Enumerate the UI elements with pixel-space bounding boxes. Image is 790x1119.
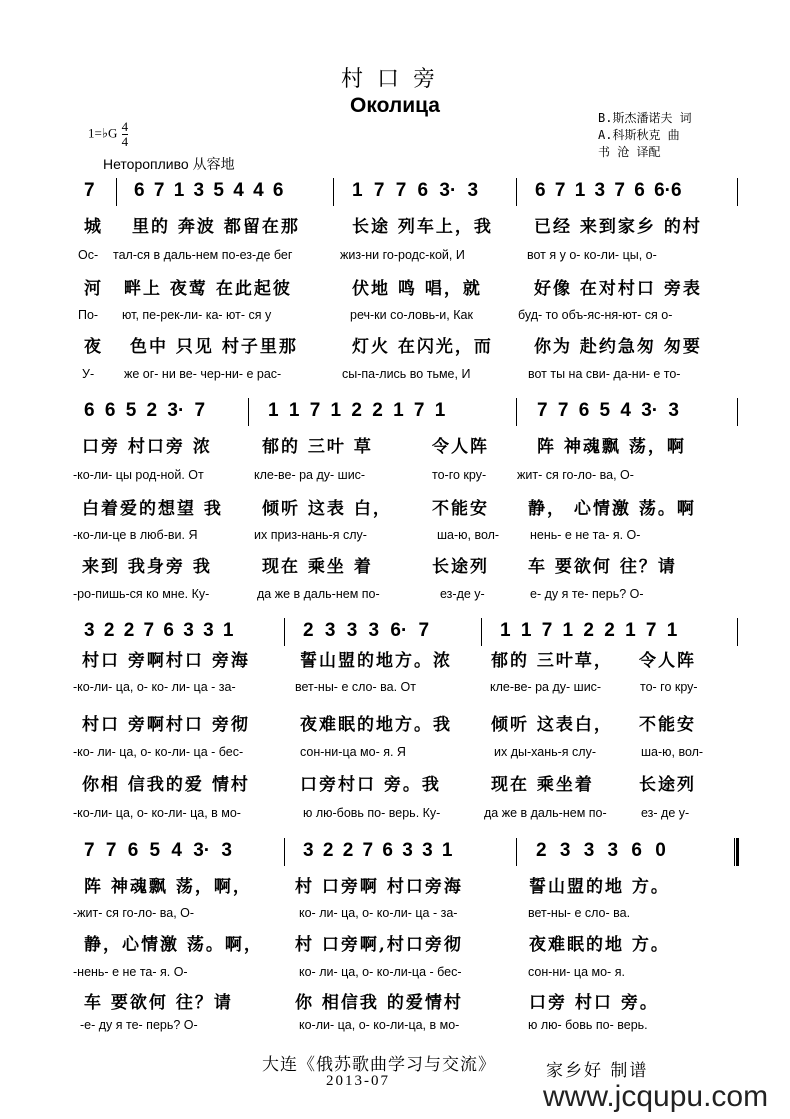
lyric-segment: 长途 列车上，我 — [352, 217, 493, 237]
barline — [284, 618, 285, 646]
lyric-segment: вот ты на сви- да-ни- е то- — [528, 367, 681, 381]
lyric-segment: 长途列 — [639, 775, 696, 795]
lyric-segment: 来到 我身旁 我 — [82, 557, 212, 577]
lyric-segment: 口旁 村口旁 浓 — [82, 437, 212, 457]
lyric-segment: 夜难眠的地 方。 — [529, 935, 670, 955]
lyric-segment: да же в даль-нем по- — [257, 587, 380, 601]
lyric-segment: 倾听 这表白， — [491, 715, 613, 735]
barline — [333, 178, 334, 206]
time-signature — [122, 120, 129, 149]
lyric-segment: 夜 — [84, 337, 103, 357]
lyric-segment: кле-ве- ра ду- шис- — [254, 468, 366, 482]
lyric-segment: нень- е не та- я. О- — [530, 528, 641, 542]
lyric-segment: 白着爱的想望 我 — [82, 499, 223, 519]
lyric-segment: 你为 赴约急匆 匆要 — [534, 337, 702, 357]
lyric-segment: 静， 心情激 荡。啊 — [528, 499, 696, 519]
lyric-segment: По- — [78, 308, 99, 322]
measure-11: 3 2 2 7 6 3 3 1 — [303, 840, 453, 861]
lyric-segment: то- го кру- — [640, 680, 698, 694]
lyric-segment: -ро-пишь-ся ко мне. Ку- — [73, 587, 210, 601]
lyric-segment: 色中 只见 村子里那 — [130, 337, 298, 357]
lyric-segment: е- ду я те- перь? О- — [530, 587, 644, 601]
lyric-segment: ко- ли- ца, о- ко-ли-ца - бес- — [299, 965, 462, 979]
lyric-segment: 不能安 — [639, 715, 696, 735]
barline — [284, 838, 285, 866]
footer-maker: 家乡好 制谱 — [546, 1061, 649, 1081]
lyric-segment: 河 — [84, 279, 103, 299]
lyric-segment: -ко- ли- ца, о- ко-ли- ца - бес- — [73, 745, 244, 759]
lyric-segment: 口旁 村口 旁。 — [529, 993, 659, 1013]
lyric-segment: 伏地 鸣 唱，就 — [352, 279, 482, 299]
note-row — [0, 838, 790, 872]
lyric-segment: 阵 神魂飘 荡，啊 — [537, 437, 686, 457]
lyric-segment: 现在 乘坐着 — [491, 775, 594, 795]
flat-icon: ♭ — [101, 125, 108, 141]
lyric-segment: 令人阵 — [432, 437, 489, 457]
lyric-segment: 车 要欲何 往？请 — [84, 993, 233, 1013]
lyric-segment: 城 — [84, 217, 103, 237]
lyric-segment: жиз-ни го-родс-кой, И — [340, 248, 465, 262]
lyric-segment: же ог- ни ве- чер-ни- е рас- — [124, 367, 282, 381]
barline — [516, 838, 517, 866]
lyric-segment: ко- ли- ца, о- ко-ли- ца - за- — [299, 906, 458, 920]
measure-9: 1 1 7 1 2 2 1 7 1 — [500, 620, 678, 641]
credit-composer: A.科斯秋克 曲 — [598, 128, 680, 142]
credit-translator: 书 沧 译配 — [598, 145, 661, 159]
footer-source: 大连《俄苏歌曲学习与交流》 — [262, 1055, 496, 1075]
lyric-segment: 阵 神魂飘 荡，啊， — [84, 877, 252, 897]
lyric-segment: 不能安 — [432, 499, 489, 519]
lyric-segment: 郁的 三叶 草 — [262, 437, 373, 457]
lyric-segment: ю лю-бовь по- верь. Ку- — [303, 806, 441, 820]
lyric-segment: 倾听 这表 白， — [262, 499, 392, 519]
lyric-segment: 口旁村口 旁。我 — [300, 775, 441, 795]
lyric-segment: вет-ны- е сло- ва. — [528, 906, 631, 920]
lyric-segment: 村口 旁啊村口 旁彻 — [82, 715, 250, 735]
lyric-segment: ю лю- бовь по- верь. — [528, 1018, 648, 1032]
lyric-segment: сон-ни-ца мо- я. Я — [300, 745, 406, 759]
note-row — [0, 398, 790, 432]
footer-date: 2013-07 — [326, 1073, 390, 1089]
credits — [598, 110, 692, 161]
lyric-segment: 灯火 在闪光，而 — [352, 337, 493, 357]
lyric-segment: ез- де у- — [641, 806, 690, 820]
measure-1: 6 7 1 3 5 4 4 6 — [134, 180, 284, 201]
page-title-cn: 村口旁 — [340, 67, 449, 92]
lyric-segment: да же в даль-нем по- — [484, 806, 607, 820]
lyric-segment: 誓山盟的地 方。 — [529, 877, 670, 897]
measure-5: 1 1 7 1 2 2 1 7 1 — [268, 400, 446, 421]
tempo-marking: Неторопливо 从容地 — [103, 156, 235, 172]
lyric-segment: 已经 来到家乡 的村 — [534, 217, 702, 237]
key-note: G — [107, 125, 118, 141]
barline — [737, 178, 738, 206]
measure-8: 2 3 3 3 6· 7 — [303, 620, 430, 641]
measure-10: 7 7 6 5 4 3· 3 — [84, 840, 232, 861]
measure-12: 2 3 3 3 6 0 — [536, 840, 666, 861]
barline — [481, 618, 482, 646]
final-barline — [734, 838, 739, 866]
lyric-segment: 誓山盟的地方。浓 — [300, 651, 452, 671]
lyric-segment: 长途列 — [432, 557, 489, 577]
lyric-segment: 你 相信我 的爱情村 — [295, 993, 463, 1013]
measure-2: 1 7 7 6 3· 3 — [352, 180, 479, 201]
lyric-segment: -ко-ли- цы род-ной. От — [73, 468, 204, 482]
lyric-segment: 里的 奔波 都留在那 — [132, 217, 300, 237]
lyric-segment: 令人阵 — [639, 651, 696, 671]
lyric-segment: ша-ю, вол- — [437, 528, 500, 542]
lyric-segment: сон-ни- ца мо- я. — [528, 965, 625, 979]
lyric-segment: -жит- ся го-ло- ва, О- — [73, 906, 195, 920]
pickup-measure: 7 — [84, 180, 95, 201]
lyric-segment: 郁的 三叶草， — [491, 651, 613, 671]
lyric-segment: -ко-ли- ца, о- ко-ли- ца, в мо- — [73, 806, 241, 820]
measure-6: 7 7 6 5 4 3· 3 — [537, 400, 679, 421]
lyric-segment: -нень- е не та- я. О- — [73, 965, 188, 979]
lyric-segment: 车 要欲何 往？请 — [528, 557, 677, 577]
lyric-segment: 好像 在对村口 旁表 — [534, 279, 702, 299]
lyric-segment: 村 口旁啊,村口旁彻 — [295, 935, 463, 955]
barline — [248, 398, 249, 426]
watermark: www.jcqupu.com — [543, 1080, 769, 1113]
measure-3: 6 7 1 3 7 6 6·6 — [535, 180, 682, 201]
lyric-segment: то-го кру- — [432, 468, 487, 482]
lyric-segment: их приз-нань-я слу- — [254, 528, 367, 542]
lyric-segment: Ос- — [78, 248, 99, 262]
lyric-segment: -ко-ли-це в люб-ви. Я — [73, 528, 198, 542]
lyric-segment: тал-ся в даль-нем по-ез-де бег — [113, 248, 293, 262]
lyric-segment: 畔上 夜莺 在此起彼 — [124, 279, 292, 299]
note-row — [0, 178, 790, 212]
lyric-segment: сы-па-лись во тьме, И — [342, 367, 471, 381]
lyric-segment: жит- ся го-ло- ва, О- — [517, 468, 634, 482]
lyric-segment: 你相 信我的爱 情村 — [82, 775, 250, 795]
lyric-segment: ют, пе-рек-ли- ка- ют- ся у — [122, 308, 272, 322]
barline — [516, 398, 517, 426]
lyric-segment: 静，心情激 荡。啊， — [84, 935, 263, 955]
lyric-segment: их ды-хань-я слу- — [494, 745, 596, 759]
key-label: 1= — [88, 125, 102, 141]
lyric-segment: буд- то объ-яс-ня-ют- ся о- — [518, 308, 673, 322]
lyric-segment: ко-ли- ца, о- ко-ли-ца, в мо- — [299, 1018, 460, 1032]
credit-lyricist: B.斯杰潘诺夫 词 — [598, 111, 692, 125]
barline — [516, 178, 517, 206]
lyric-segment: кле-ве- ра ду- шис- — [490, 680, 602, 694]
time-denominator: 4 — [121, 134, 129, 149]
page-title-ru: Околица — [350, 94, 440, 117]
lyric-segment: реч-ки со-ловь-и, Как — [350, 308, 473, 322]
lyric-segment: 村 口旁啊 村口旁海 — [295, 877, 463, 897]
barline — [737, 618, 738, 646]
lyric-segment: 村口 旁啊村口 旁海 — [82, 651, 250, 671]
time-numerator: 4 — [121, 119, 129, 134]
measure-7: 3 2 2 7 6 3 3 1 — [84, 620, 234, 641]
lyric-segment: ша-ю, вол- — [641, 745, 704, 759]
lyric-segment: вет-ны- е сло- ва. От — [295, 680, 416, 694]
key-signature — [88, 120, 128, 149]
lyric-segment: -ко-ли- ца, о- ко- ли- ца - за- — [73, 680, 236, 694]
lyric-segment: -е- ду я те- перь? О- — [80, 1018, 198, 1032]
barline — [116, 178, 117, 206]
measure-4: 6 6 5 2 3· 7 — [84, 400, 206, 421]
lyric-segment: ез-де у- — [440, 587, 485, 601]
barline — [737, 398, 738, 426]
lyric-segment: вот я у о- ко-ли- цы, о- — [527, 248, 657, 262]
lyric-segment: 夜难眠的地方。我 — [300, 715, 452, 735]
lyric-segment: У- — [82, 367, 95, 381]
lyric-segment: 现在 乘坐 着 — [262, 557, 373, 577]
